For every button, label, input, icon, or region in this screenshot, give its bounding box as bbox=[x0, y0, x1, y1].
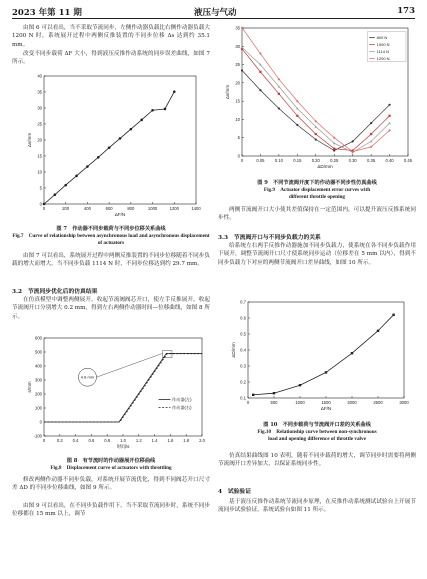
y-axis-label: Δs/mm bbox=[225, 84, 230, 100]
y-tick-label: 200 bbox=[35, 391, 42, 397]
x-tick-label: 2.0 bbox=[199, 438, 205, 443]
x-tick-label: 1000 bbox=[147, 206, 158, 211]
x-tick-label: 0.25 bbox=[330, 158, 339, 163]
x-axis-label: ΔD/mm bbox=[317, 164, 333, 169]
fig9-chart bbox=[222, 22, 416, 178]
data-point bbox=[241, 69, 243, 71]
series-line bbox=[242, 47, 390, 152]
data-point bbox=[370, 122, 372, 124]
data-point bbox=[352, 140, 354, 142]
x-tick-label: 1500 bbox=[321, 400, 331, 405]
y-tick-label: 0 bbox=[237, 153, 240, 159]
fig10-caption-en-1: Fig.10 Relationship curve between non-synchronous bbox=[257, 429, 377, 435]
data-point bbox=[140, 119, 143, 122]
paragraph: 在仿真模型中调整两侧展开、收起节流阀阀芯开口，使左手反推展开、收起节流阀开口分别增大 0.2 mm，得到左右两侧作动器时间—位移曲线，如图 8 所示。 bbox=[12, 297, 210, 320]
fig10-chart bbox=[228, 296, 412, 420]
x-tick-label: 0.2 bbox=[56, 438, 63, 443]
page-header bbox=[12, 4, 415, 18]
paragraph: 给系统左右两手反推作动器施加不同步负载力，使系统在各不同步负载作用下展开，调整节流阀开口尺寸使系统同步运动（位移差在 5 mm 以内），得到不同步负载力下对应的两侧节流阀开口差异曲线，如图 10 所示。 bbox=[218, 243, 416, 266]
y-axis-label: s/mm bbox=[27, 381, 32, 393]
x-tick-label: 0.35 bbox=[367, 158, 376, 163]
data-point bbox=[273, 392, 275, 394]
y-tick-label: 5 bbox=[237, 135, 240, 141]
x-tick-label: 0 bbox=[42, 206, 46, 211]
y-tick-label: 30 bbox=[235, 43, 240, 49]
x-tick-label: 0.30 bbox=[348, 158, 357, 163]
plot-frame bbox=[44, 338, 202, 436]
data-point bbox=[315, 138, 317, 140]
x-tick-label: 600 bbox=[105, 206, 113, 211]
y-tick-label: 400 bbox=[35, 363, 42, 369]
plot-frame bbox=[248, 302, 404, 398]
legend-label: 800 N bbox=[376, 35, 388, 41]
x-tick-label: 1400 bbox=[191, 206, 201, 211]
y-tick-label: 0.7 bbox=[240, 299, 246, 305]
data-point bbox=[108, 146, 111, 149]
series-line bbox=[242, 49, 390, 151]
data-point bbox=[54, 193, 57, 196]
data-point bbox=[173, 90, 176, 93]
paragraph: 仿真结果曲线图 10 表明，随着不同步载荷的增大，调节同步时需要将两侧节流阀开口差异加大，以保证系统同步性。 bbox=[218, 453, 416, 468]
page-number: 173 bbox=[397, 6, 415, 16]
data-point bbox=[75, 175, 78, 178]
fig7-caption-cn: 图 7 作动器不同步载荷与不同步位移关系曲线 bbox=[56, 226, 166, 232]
x-tick-label: 2000 bbox=[347, 400, 357, 405]
y-tick-label: 500 bbox=[35, 349, 42, 355]
y-tick-label: 20 bbox=[235, 80, 240, 86]
y-tick-label: 30 bbox=[37, 105, 42, 111]
legend-label: 1200 N bbox=[376, 56, 390, 62]
data-point bbox=[97, 156, 100, 159]
y-tick-label: 100 bbox=[35, 405, 42, 411]
x-tick-label: 200 bbox=[62, 206, 70, 211]
y-tick-label: 10 bbox=[37, 169, 42, 175]
y-tick-label: 300 bbox=[35, 377, 42, 383]
x-axis-label: 时间/s bbox=[116, 444, 130, 449]
data-point bbox=[151, 109, 154, 112]
legend-label: 作动器(右) bbox=[171, 405, 192, 411]
x-tick-label: 0.15 bbox=[293, 158, 302, 163]
x-tick-label: 0.4 bbox=[72, 438, 79, 443]
series-line bbox=[44, 353, 202, 422]
fig10-caption-en-2: load and opening difference of throttle valve bbox=[268, 436, 366, 442]
x-tick-label: 0 bbox=[246, 400, 250, 405]
x-tick-label: 1.8 bbox=[183, 438, 190, 443]
y-axis-label: ΔD/mm bbox=[231, 342, 236, 358]
paragraph: 由图 6 可以看出，当不采取节流同步，左侧作动器负载比右侧作动器负载大 1200 N 时，系统展开过程中两侧反推装置的不同步位移 Δs 达到约 35.1 mm。 bbox=[12, 25, 210, 48]
y-tick-label: 35 bbox=[37, 89, 42, 95]
x-tick-label: 0.40 bbox=[385, 158, 394, 163]
section-heading: 3.2 节流同步优化后的仿真结果 bbox=[12, 289, 98, 295]
data-point bbox=[325, 371, 327, 373]
fig7-caption bbox=[12, 226, 210, 247]
x-tick-label: 1200 bbox=[169, 206, 179, 211]
data-point bbox=[351, 352, 353, 354]
y-tick-label: 0.3 bbox=[240, 363, 246, 369]
data-point bbox=[315, 133, 317, 135]
data-point bbox=[278, 93, 280, 95]
paragraph: 由图 7 可以看出，系统展开过程中两侧反推装置的不同步位移随着不同步负载的增大而增大，当不同步负载 1114 N 时，不同步位移达到约 29.7 mm。 bbox=[12, 253, 210, 268]
data-point bbox=[333, 148, 335, 150]
x-tick-label: 400 bbox=[83, 206, 91, 211]
paragraph: 修改两侧作动器不同步负载，对系统开展节流优化，得到不同阀芯开口尺寸差 ΔD 的不同步位移曲线，如图 9 所示。 bbox=[12, 477, 210, 492]
y-tick-label: 0 bbox=[39, 201, 42, 207]
x-tick-label: 0.20 bbox=[311, 158, 320, 163]
data-point bbox=[296, 124, 298, 126]
data-point bbox=[388, 122, 390, 124]
data-point bbox=[43, 203, 46, 206]
y-axis-label: Δs/mm bbox=[27, 132, 32, 148]
data-point bbox=[64, 184, 67, 187]
legend-label: 1000 N bbox=[376, 42, 390, 48]
x-axis-label: ΔF/N bbox=[320, 406, 332, 411]
x-axis-label: ΔF/N bbox=[114, 212, 126, 217]
x-tick-label: 800 bbox=[127, 206, 135, 211]
series-line bbox=[44, 354, 202, 422]
y-tick-label: 15 bbox=[235, 98, 240, 104]
x-tick-label: 0 bbox=[42, 438, 46, 443]
paragraph: 基于液压反推作动系统节流同步原理，在反推作动系统测试试验台上开展节流同步试验验证，系统试验台如图 11 所示。 bbox=[218, 499, 416, 514]
x-tick-label: 0 bbox=[240, 158, 244, 163]
legend-label: 1114 N bbox=[376, 49, 389, 55]
fig7-caption-en: Fig.7 Curve of relationship between asynchronous load and asynchronous displacement of actuators bbox=[12, 233, 210, 246]
fig8-chart bbox=[22, 332, 208, 454]
data-point bbox=[377, 330, 379, 332]
y-tick-label: 0.4 bbox=[240, 347, 246, 353]
x-tick-label: 1.2 bbox=[135, 438, 142, 443]
x-tick-label: 500 bbox=[270, 400, 278, 405]
fig8-caption-cn: 图 8 有节流时的作动器展开位移曲线 bbox=[66, 458, 156, 464]
x-tick-label: 0.6 bbox=[88, 438, 95, 443]
data-point bbox=[370, 133, 372, 135]
y-tick-label: 15 bbox=[37, 153, 42, 159]
header-rule bbox=[12, 18, 415, 19]
x-tick-label: 1.0 bbox=[120, 438, 126, 443]
y-tick-label: 0.1 bbox=[240, 395, 246, 401]
x-tick-label: 1.4 bbox=[151, 438, 158, 443]
y-tick-label: 25 bbox=[37, 121, 42, 127]
y-tick-label: 35 bbox=[235, 25, 240, 31]
fig9-caption bbox=[218, 180, 416, 201]
legend-label: 作动器(左) bbox=[171, 397, 192, 403]
data-point bbox=[130, 128, 133, 131]
data-point bbox=[86, 165, 89, 168]
section-heading: 3.3 节流阀开口与不同步负载力的关系 bbox=[218, 235, 321, 241]
fig8-caption bbox=[12, 458, 210, 472]
y-tick-label: 40 bbox=[37, 73, 42, 79]
fig10-caption bbox=[218, 422, 416, 443]
zoom-annotation: 4.8 mm bbox=[80, 374, 95, 380]
issue-label: 2023 年第 11 期 bbox=[12, 8, 82, 18]
data-point bbox=[388, 104, 390, 106]
data-point bbox=[388, 115, 390, 117]
fig9-caption-cn: 图 9 不同节流阀开度下的作动器不同步性仿真曲线 bbox=[257, 180, 377, 186]
y-tick-label: 0.5 bbox=[240, 331, 246, 337]
paragraph: 两侧节流阀开口大小使其差值保持在一定范围内，可以提升液压反推系统同步性。 bbox=[218, 207, 416, 222]
data-point bbox=[164, 108, 167, 111]
x-tick-label: 1.6 bbox=[167, 438, 174, 443]
fig9-caption-en-1: Fig.9 Actuator displacement error curves with bbox=[263, 187, 371, 193]
fig10-caption-cn: 图 10 不同步载荷与节流阀开口差的关系曲线 bbox=[263, 422, 371, 428]
x-tick-label: 3000 bbox=[399, 400, 409, 405]
data-point bbox=[392, 314, 394, 316]
x-tick-label: 0.8 bbox=[104, 438, 111, 443]
y-tick-label: 0 bbox=[39, 419, 42, 425]
y-tick-label: 0.2 bbox=[240, 379, 246, 385]
data-point bbox=[299, 384, 301, 386]
section-heading: 4 试验验证 bbox=[218, 489, 252, 495]
x-tick-label: 0.05 bbox=[256, 158, 265, 163]
x-tick-label: 2500 bbox=[373, 400, 383, 405]
y-tick-label: 10 bbox=[235, 116, 240, 122]
fig8-caption-en: Fig.8 Displacement curve of actuators with throttling bbox=[50, 465, 172, 471]
x-tick-label: 0.45 bbox=[403, 158, 413, 163]
data-point bbox=[119, 137, 122, 140]
x-tick-label: 0.10 bbox=[274, 158, 283, 163]
series-line bbox=[253, 315, 393, 395]
y-tick-label: -100 bbox=[33, 433, 42, 439]
paragraph: 由图 9 可以看出，在不同步负载作用下，当不采取节流同步时，系统不同步位移都在 15 mm 以上，调节 bbox=[12, 503, 210, 518]
y-tick-label: 600 bbox=[35, 335, 42, 341]
x-tick-label: 1000 bbox=[295, 400, 305, 405]
journal-name: 液压与气动 bbox=[194, 8, 237, 18]
data-point bbox=[259, 89, 261, 91]
fig7-chart bbox=[24, 70, 204, 222]
paragraph: 改变不同步载荷 ΔF 大小，得到液压反推作动系统的同步误差曲线，如图 7 所示。 bbox=[12, 51, 210, 66]
y-tick-label: 0.6 bbox=[240, 315, 246, 321]
fig9-caption-en-2: different throttle opening bbox=[288, 194, 345, 200]
y-tick-label: 25 bbox=[235, 62, 240, 68]
data-point bbox=[259, 71, 261, 73]
data-point bbox=[296, 115, 298, 117]
data-point bbox=[252, 394, 254, 396]
data-point bbox=[278, 107, 280, 109]
y-tick-label: 5 bbox=[39, 185, 42, 191]
y-tick-label: 20 bbox=[37, 137, 42, 143]
